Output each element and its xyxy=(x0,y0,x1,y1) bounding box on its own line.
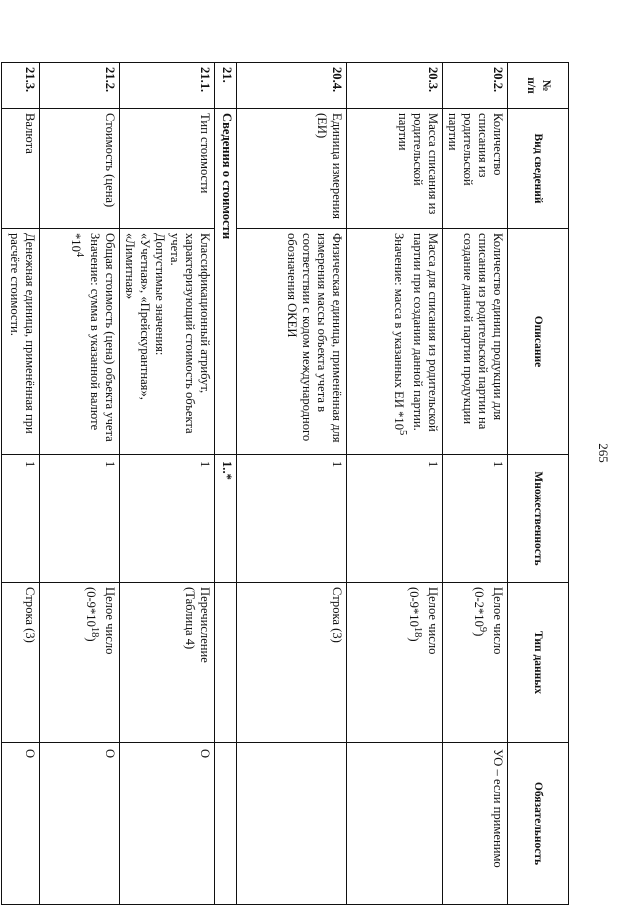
table-row xyxy=(443,63,508,905)
row-required: О xyxy=(120,743,215,905)
row-required xyxy=(347,743,443,905)
header-multiplicity: Множественность xyxy=(508,455,569,583)
row-multiplicity: 1..* xyxy=(215,455,237,583)
row-name: Единица измерения (ЕИ) xyxy=(237,109,347,229)
row-description: Классификационный атрибут, характеризующий стоимость объекта учета. Допустимые значения: «Учетная», «Прейскурантная», «Лимитная» xyxy=(120,229,215,455)
section-row xyxy=(215,63,237,905)
header-name: Вид сведений xyxy=(508,109,569,229)
data-table xyxy=(1,62,569,905)
row-data-type: Целое число $(0-2*10^9)$ xyxy=(443,583,508,743)
row-name: Валюта xyxy=(2,109,40,229)
row-name: Количество списания из родительской партии xyxy=(443,109,508,229)
row-required: О xyxy=(40,743,120,905)
row-data-type: Целое число $(0-9*10^{18})$ xyxy=(40,583,120,743)
row-description: Денежная единица, применённая при расчёте стоимости. xyxy=(2,229,40,455)
row-required: О xyxy=(2,743,40,905)
row-num: 21.3. xyxy=(2,63,40,109)
table-row xyxy=(120,63,215,905)
table-row xyxy=(237,63,347,905)
row-num: 21. xyxy=(215,63,237,109)
table-row xyxy=(40,63,120,905)
table-row xyxy=(347,63,443,905)
row-required xyxy=(215,743,237,905)
row-multiplicity: 1 xyxy=(40,455,120,583)
row-required xyxy=(237,743,347,905)
row-data-type: Строка (3) xyxy=(237,583,347,743)
row-data-type: Перечисление (Таблица 4) xyxy=(120,583,215,743)
table-row xyxy=(2,63,40,905)
row-multiplicity: 1 xyxy=(120,455,215,583)
row-num: 20.4. xyxy=(237,63,347,109)
row-description: Физическая единица, применённая для измерения массы объекта учета в соответствии с кодом международного обозначения ОКЕИ xyxy=(237,229,347,455)
row-name: Стоимость (цена) xyxy=(40,109,120,229)
header-data-type: Тип данных xyxy=(508,583,569,743)
header-num: № п/п xyxy=(508,63,569,109)
row-num: 21.1. xyxy=(120,63,215,109)
row-num: 20.2. xyxy=(443,63,508,109)
row-num: 20.3. xyxy=(347,63,443,109)
row-description: Масса для списания из родительской партии при создании данной партии. Значение: масса в указанных ЕИ $*10^5$ xyxy=(347,229,443,455)
row-data-type xyxy=(215,583,237,743)
header-description: Описание xyxy=(508,229,569,455)
row-name: Масса списания из родительской партии xyxy=(347,109,443,229)
row-data-type: Целое число $(0-9*10^{18})$ xyxy=(347,583,443,743)
row-name: Тип стоимости xyxy=(120,109,215,229)
table-header-row xyxy=(508,63,569,905)
row-multiplicity: 1 xyxy=(347,455,443,583)
row-num: 21.2. xyxy=(40,63,120,109)
row-multiplicity: 1 xyxy=(237,455,347,583)
row-required: УО – если применимо xyxy=(443,743,508,905)
row-data-type: Строка (3) xyxy=(2,583,40,743)
row-description: Количество единиц продукции для списания из родительской партии на создание данной партии продукции xyxy=(443,229,508,455)
row-multiplicity: 1 xyxy=(2,455,40,583)
row-multiplicity: 1 xyxy=(443,455,508,583)
header-required: Обязательность xyxy=(508,743,569,905)
rotated-page-table xyxy=(8,62,569,904)
page-number: 265 xyxy=(595,443,611,463)
row-description: Общая стоимость (цена) объекта учета Значение: сумма в указанной валюте $*10^4$ xyxy=(40,229,120,455)
section-title: Сведения о стоимости xyxy=(215,109,237,455)
